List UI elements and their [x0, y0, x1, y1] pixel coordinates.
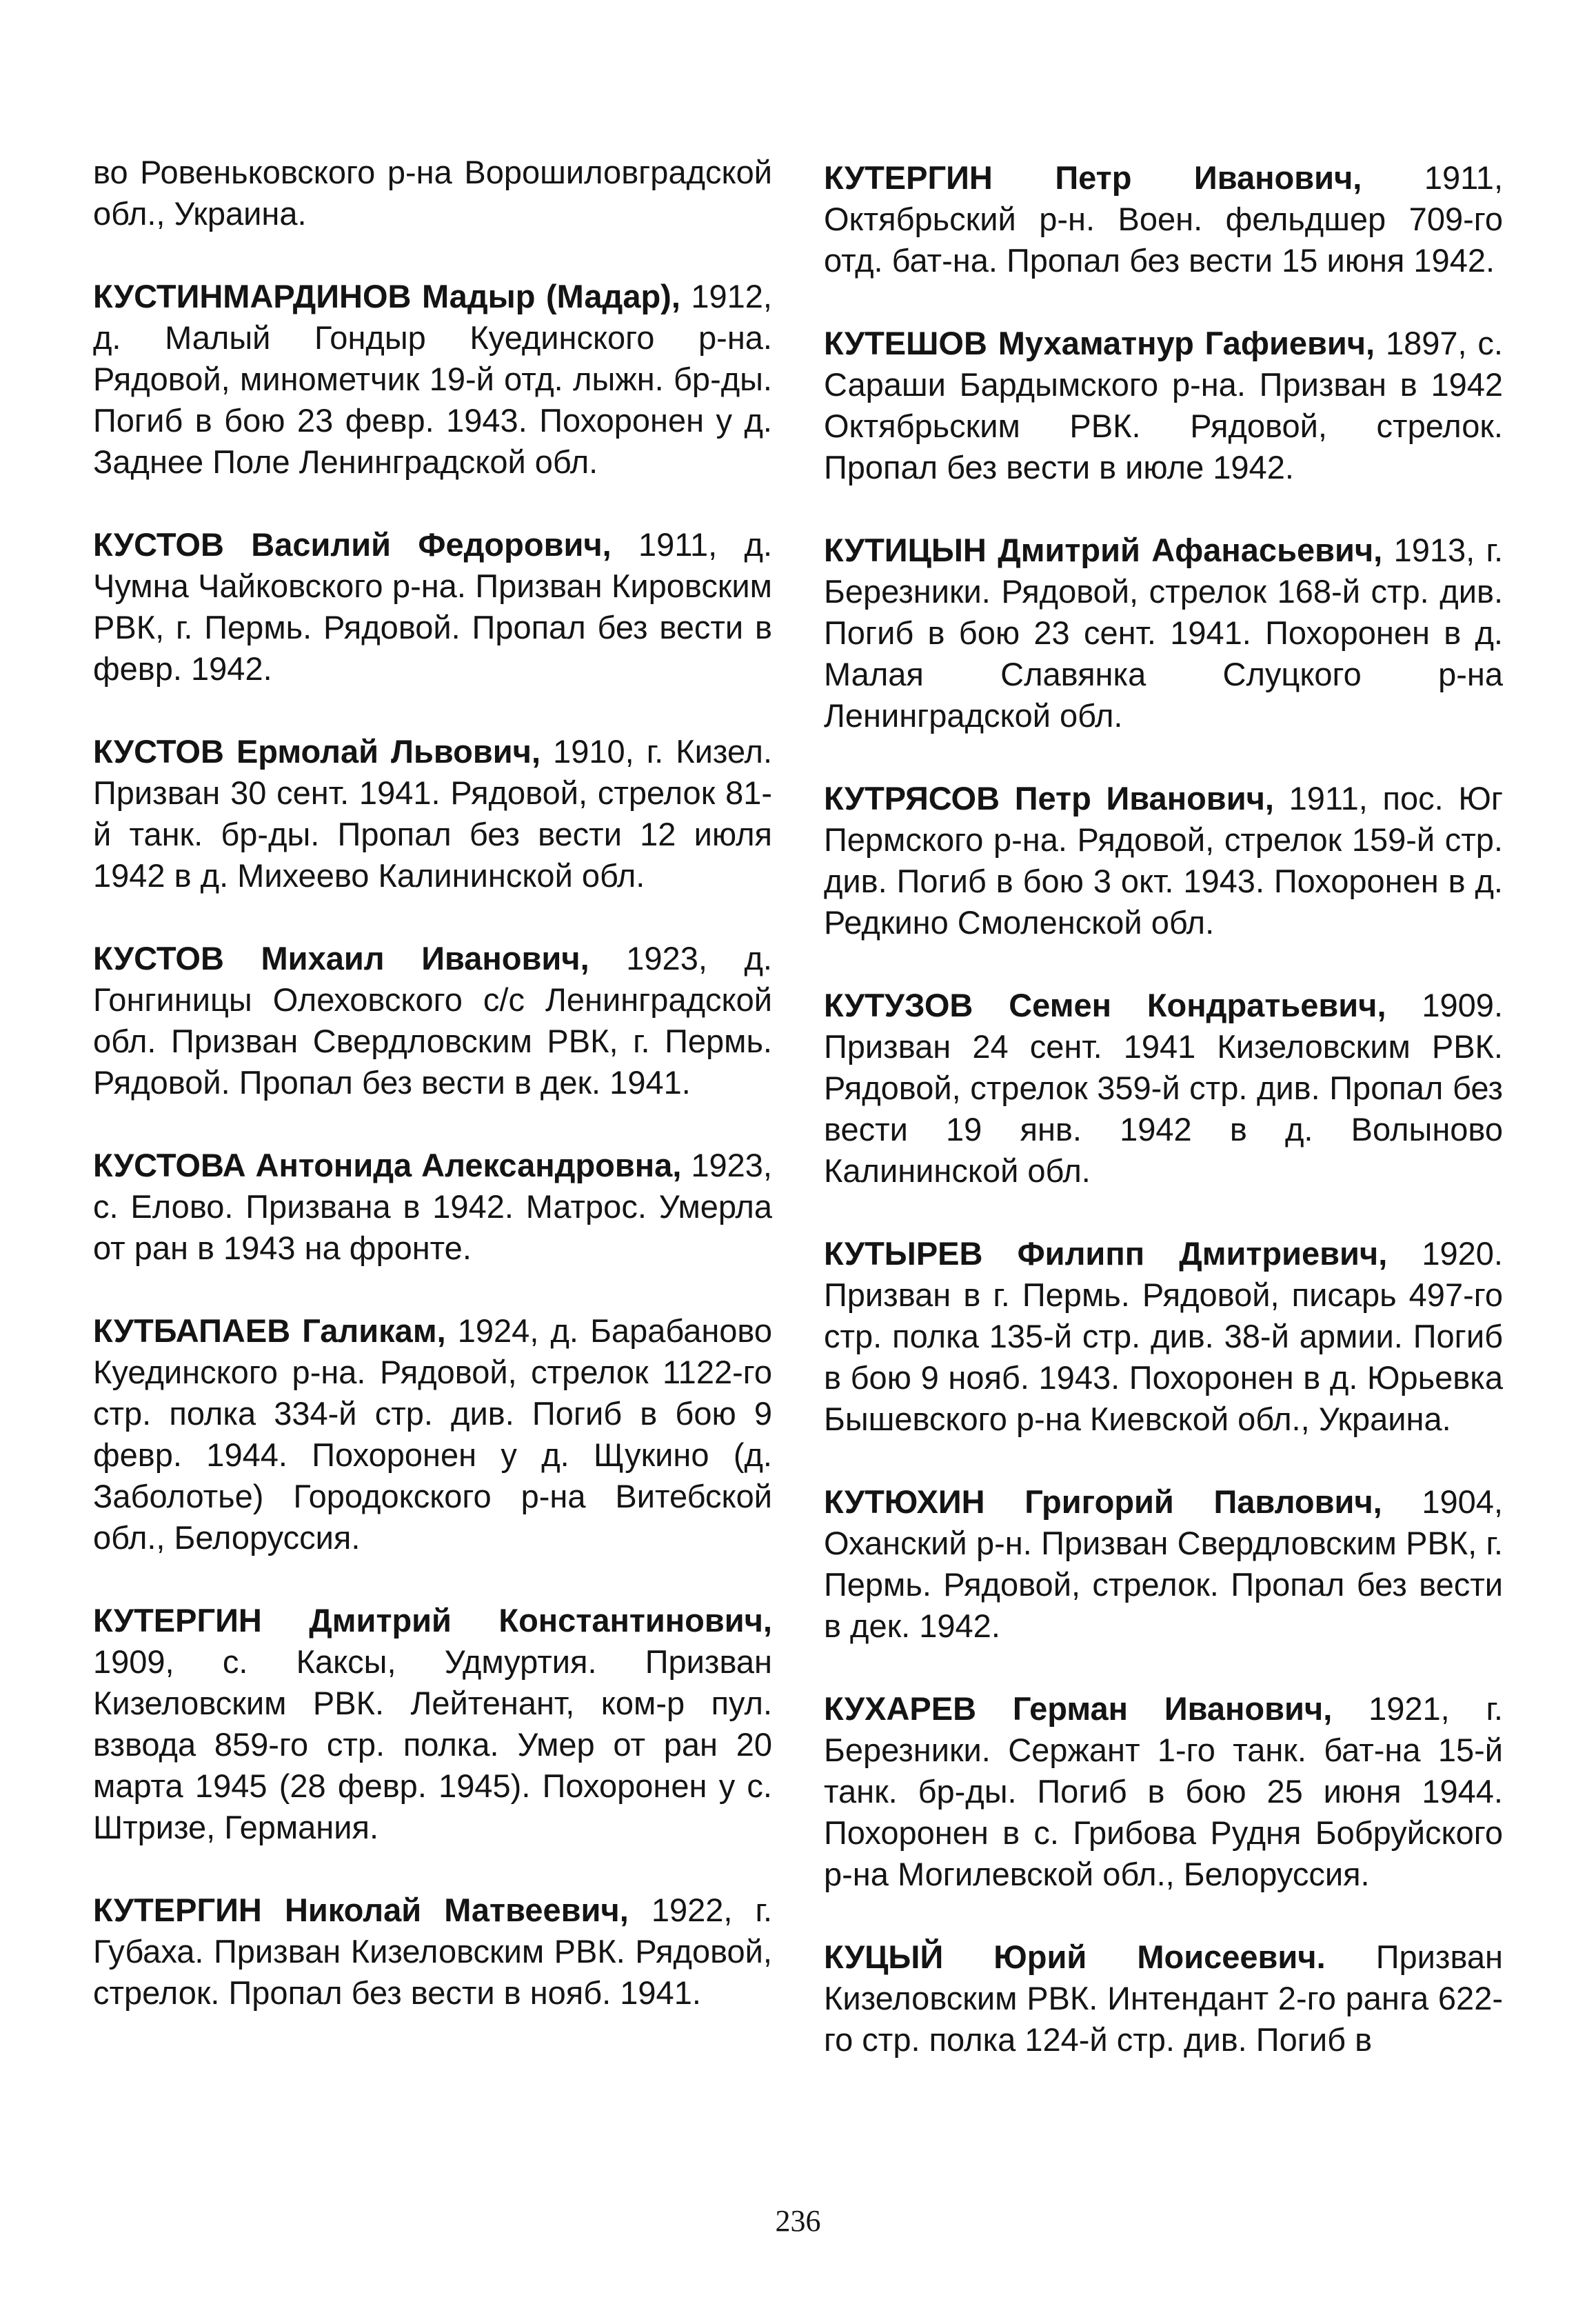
left-column [93, 152, 772, 2055]
entry-name: КУСТОВА Антонида Александровна, [93, 1147, 682, 1183]
entry-name: КУСТОВ Василий Федорович, [93, 526, 612, 563]
entry-details: 1921, г. Березники. Сержант 1-го танк. бат-на 15-й танк. бр-ды. Погиб в бою 25 июня 1944. Похоронен в с. Грибова Рудня Бобруйского р-на Могилевской обл., Белоруссия. [824, 1690, 1503, 1892]
entry-details: во Ровеньковского р-на Ворошиловградской обл., Украина. [93, 154, 772, 232]
memorial-entry [93, 1310, 772, 1559]
entry-name: КУТИЦЫН Дмитрий Афанасьевич, [824, 532, 1383, 568]
entry-name: КУСТИНМАРДИНОВ Мадыр (Мадар), [93, 278, 680, 314]
entry-name: КУСТОВ Ермолай Львович, [93, 733, 541, 770]
memorial-entry [824, 1233, 1503, 1440]
entry-details: 1922, г. Губаха. Призван Кизеловским РВК. Рядовой, стрелок. Пропал без вести в нояб. 1941. [93, 1892, 772, 2011]
entry-details: 1911, Октябрьский р-н. Воен. фельдшер 709-го отд. бат-на. Пропал без вести 15 июня 1942. [824, 159, 1504, 279]
memorial-entry [824, 1936, 1503, 2061]
entry-details: Призван Кизеловским РВК. Интендант 2-го ранга 622-го стр. полка 124-й стр. див. Погиб в [824, 1939, 1503, 2058]
page-number: 236 [775, 2204, 821, 2238]
entry-details: 1923, с. Елово. Призвана в 1942. Матрос. Умерла от ран в 1943 на фронте. [93, 1147, 772, 1266]
entry-details: 1912, д. Малый Гондыр Куединского р-на. Рядовой, минометчик 19-й отд. лыжн. бр-ды. Погиб в бою 23 февр. 1943. Похоронен у д. Заднее Поле Ленинградской обл. [93, 278, 772, 480]
memorial-entry [93, 152, 772, 234]
memorial-entry [93, 938, 772, 1103]
entry-name: КУСТОВ Михаил Иванович, [93, 940, 589, 976]
entry-details: 1897, с. Сараши Бардымского р-на. Призван в 1942 Октябрьским РВК. Рядовой, стрелок. Пропал без вести в июле 1942. [824, 325, 1503, 485]
memorial-entry [93, 1890, 772, 2014]
memorial-entry [824, 1688, 1503, 1895]
memorial-entry [93, 731, 772, 896]
entry-name: КУТЕШОВ Мухаматнур Гафиевич, [824, 325, 1375, 361]
entry-details: 1911, д. Чумна Чайковского р-на. Призван Кировским РВК, г. Пермь. Рядовой. Пропал без вести в февр. 1942. [93, 526, 772, 687]
entry-name: КУТЕРГИН Петр Иванович, [824, 159, 1362, 196]
memorial-entry [824, 985, 1503, 1192]
memorial-entry [93, 276, 772, 483]
memorial-entry [93, 1600, 772, 1848]
entry-details: 1920. Призван в г. Пермь. Рядовой, писарь 497-го стр. полка 135-й стр. див. 38-й армии. Погиб в бою 9 нояб. 1943. Похоронен в д. Юрьевка Бышевского р-на Киевской обл., Украина. [824, 1235, 1503, 1437]
entry-name: КУЦЫЙ Юрий Моисеевич. [824, 1939, 1326, 1975]
entry-name: КУТЫРЕВ Филипп Дмитриевич, [824, 1235, 1388, 1272]
memorial-entry [824, 1481, 1503, 1647]
entry-details: 1924, д. Барабаново Куединского р-на. Рядовой, стрелок 1122-го стр. полка 334-й стр. див. Погиб в бою 9 февр. 1944. Похоронен у д. Щукино (д. Заболотье) Городокского р-на Витебской обл., Белоруссия. [93, 1312, 773, 1556]
entry-name: КУТРЯСОВ Петр Иванович, [824, 780, 1274, 817]
memorial-entry [824, 778, 1503, 943]
entry-name: КУТЮХИН Григорий Павлович, [824, 1483, 1382, 1520]
entry-details: 1913, г. Березники. Рядовой, стрелок 168-й стр. див. Погиб в бою 23 сент. 1941. Похоронен в д. Малая Славянка Слуцкого р-на Ленинградской обл. [824, 532, 1503, 734]
entry-name: КУХАРЕВ Герман Иванович, [824, 1690, 1333, 1727]
entry-name: КУТЕРГИН Николай Матвеевич, [93, 1892, 629, 1928]
entry-name: КУТБАПАЕВ Галикам, [93, 1312, 446, 1349]
entry-details: 1923, д. Гонгиницы Олеховского с/с Ленинградской обл. Призван Свердловским РВК, г. Пермь. Рядовой. Пропал без вести в дек. 1941. [93, 940, 772, 1101]
entry-details: 1909. Призван 24 сент. 1941 Кизеловским РВК. Рядовой, стрелок 359-й стр. див. Пропал без вести 19 янв. 1942 в д. Волыново Калининской обл. [824, 987, 1503, 1189]
entry-details: 1910, г. Кизел. Призван 30 сент. 1941. Рядовой, стрелок 81-й танк. бр-ды. Пропал без вести 12 июля 1942 в д. Михеево Калининской обл. [93, 733, 772, 894]
memorial-entry [824, 530, 1503, 737]
right-column [824, 157, 1503, 2102]
entry-name: КУТЕРГИН Дмитрий Константинович, [93, 1602, 772, 1639]
entry-name: КУТУЗОВ Семен Кондратьевич, [824, 987, 1386, 1023]
entry-details: 1909, с. Каксы, Удмуртия. Призван Кизеловским РВК. Лейтенант, ком-р пул. взвода 859-го стр. полка. Умер от ран 20 марта 1945 (28 февр. 1945). Похоронен у с. Штризе, Германия. [93, 1643, 772, 1845]
entry-details: 1904, Оханский р-н. Призван Свердловским РВК, г. Пермь. Рядовой, стрелок. Пропал без вести в дек. 1942. [824, 1483, 1503, 1644]
memorial-entry [824, 323, 1503, 488]
memorial-entry [93, 1145, 772, 1269]
entry-details: 1911, пос. Юг Пермского р-на. Рядовой, стрелок 159-й стр. див. Погиб в бою 3 окт. 1943. Похоронен в д. Редкино Смоленской обл. [824, 780, 1503, 941]
memorial-entry [824, 157, 1503, 281]
memorial-entry [93, 524, 772, 690]
